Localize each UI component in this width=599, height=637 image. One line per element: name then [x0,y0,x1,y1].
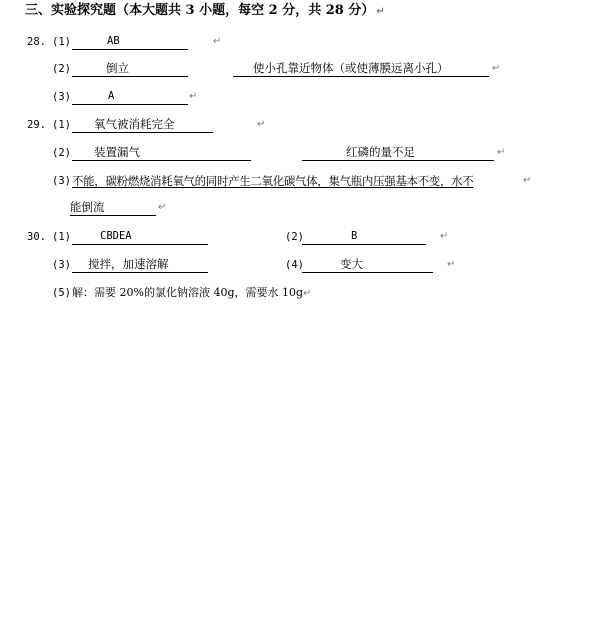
paragraph-mark-icon: ↵ [440,231,449,242]
q29-p2-answer-a: 装置漏气 [94,145,140,159]
q30-p4-label: (4) [285,259,304,271]
q30-p2-blank [302,229,426,245]
section-heading-text: 三、实验探究题（本大题共 3 小题，每空 2 分，共 28 分） [25,3,375,18]
paragraph-mark-icon: ↵ [257,119,266,130]
q30-p4-answer: 变大 [340,257,363,271]
q29-p3-blank-line2 [70,200,156,216]
q30-p2-label: (2) [285,231,304,243]
q29-p2-answer-b: 红磷的量不足 [346,145,415,159]
q30-number: 30. [27,231,46,243]
q29-p1-answer: 氧气被消耗完全 [94,117,175,131]
paragraph-mark-icon: ↵ [303,288,312,299]
q28-p2-label: (2) [52,63,71,75]
q30-p5-label: (5) [52,287,71,299]
section-heading [25,3,385,20]
paragraph-mark-icon: ↵ [158,202,167,213]
q30-p1-label: (1) [52,231,71,243]
q30-p1-blank [72,229,208,245]
q29-p3-answer-line1: 不能，碳粉燃烧消耗氧气的同时产生二氧化碳气体，集气瓶内压强基本不变，水不 [72,174,474,188]
q30-p3-answer: 搅拌，加速溶解 [88,257,169,271]
q28-p2-blank-b [233,61,489,77]
q29-p1-blank [72,117,213,133]
q28-p1-label: (1) [52,36,71,48]
q28-p2-answer-a: 倒立 [106,61,129,75]
q28-p1-blank [72,34,188,50]
q30-p4-blank [302,257,433,273]
q28-p3-label: (3) [52,91,71,103]
q30-p3-blank [72,257,208,273]
paragraph-mark-icon: ↵ [523,175,532,186]
q30-p3-label: (3) [52,259,71,271]
q30-p1-answer: CBDEA [100,230,132,242]
paragraph-mark-icon: ↵ [213,36,222,47]
q29-p1-label: (1) [52,119,71,131]
q30-p5-text [72,285,311,302]
q29-number: 29. [27,119,46,131]
paragraph-mark-icon: ↵ [189,91,198,102]
q29-p2-blank-b [302,145,494,161]
paragraph-mark-icon: ↵ [497,147,506,158]
q28-p3-answer: A [108,90,115,102]
q28-number: 28. [27,36,46,48]
q30-p5-answer: 解：需要 20%的氯化钠溶液 40g，需要水 10g [72,286,304,299]
q28-p1-answer: AB [107,35,120,47]
q28-p2-answer-b: 使小孔靠近物体（或使薄膜远离小孔） [253,61,449,75]
paragraph-mark-icon: ↵ [492,63,501,74]
q28-p3-blank [72,89,188,105]
q29-p3-answer-line2: 能倒流 [70,200,105,214]
q29-p2-blank-a [72,145,251,161]
q29-p3-label: (3) [52,175,71,187]
q28-p2-blank-a [72,61,188,77]
q30-p2-answer: B [351,230,358,242]
paragraph-mark-icon: ↵ [447,259,456,270]
paragraph-mark-icon: ↵ [376,6,385,17]
q29-p2-label: (2) [52,147,71,159]
